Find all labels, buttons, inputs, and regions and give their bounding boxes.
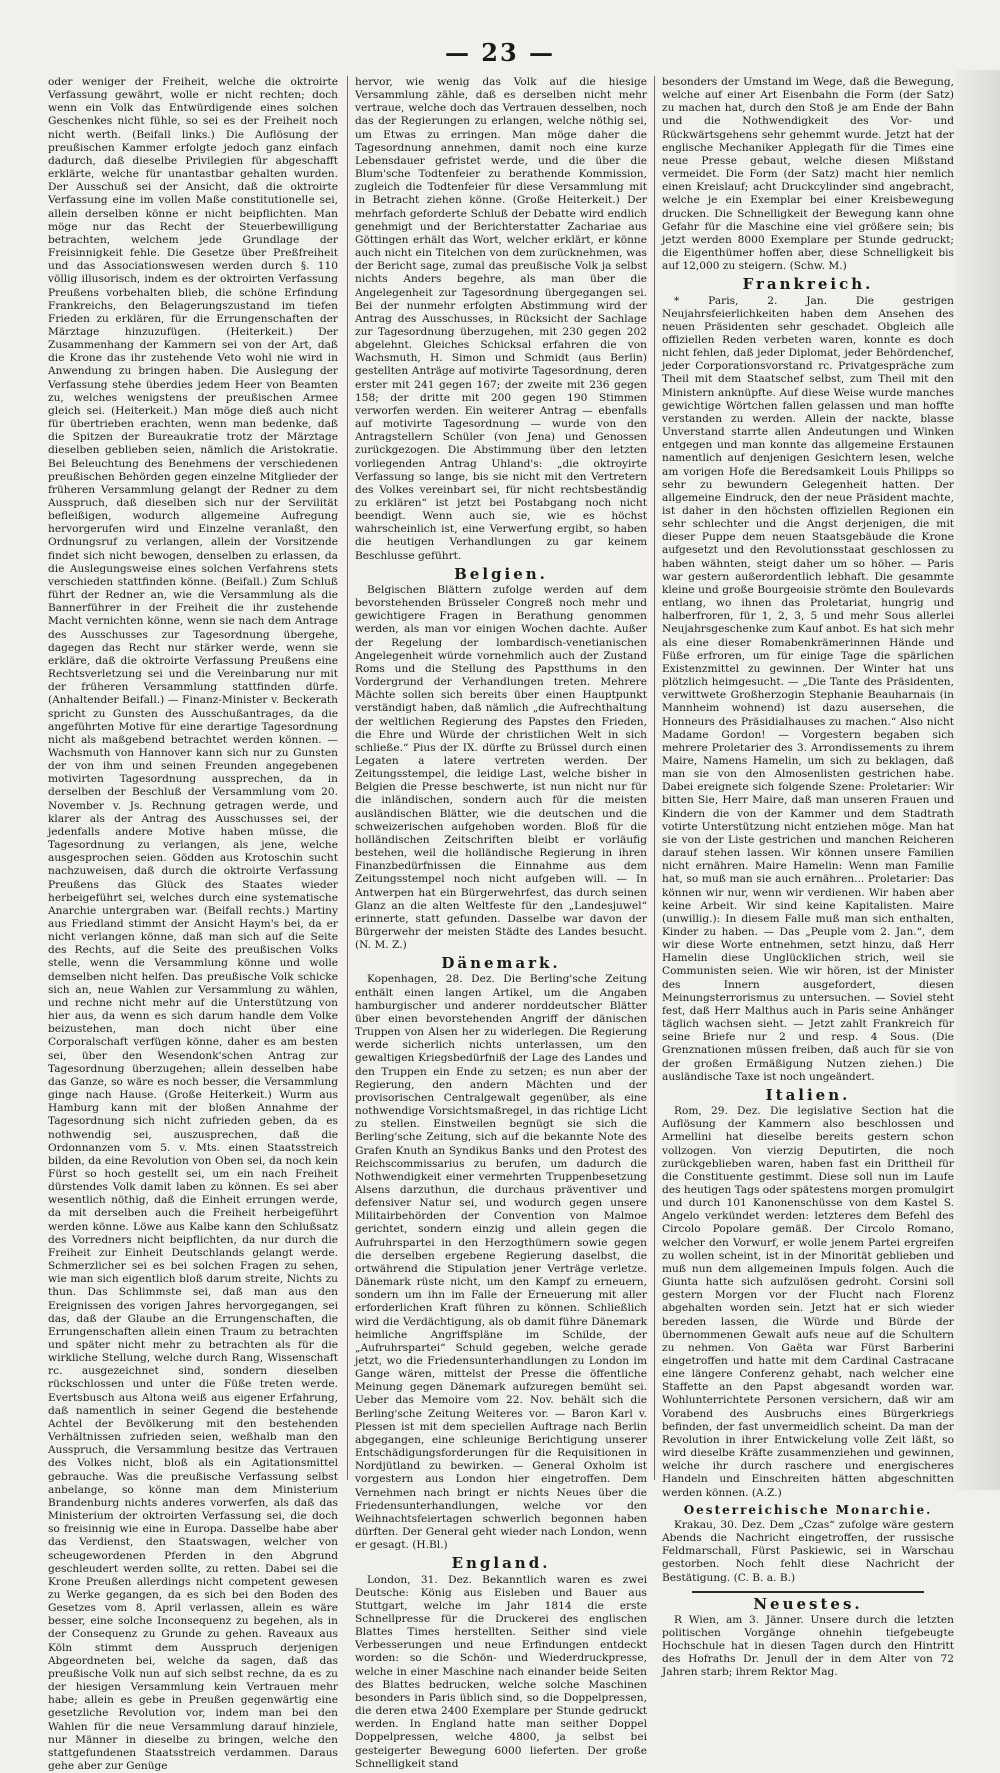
- column-right: [662, 76, 955, 1679]
- section-heading-england: England.: [451, 1554, 551, 1573]
- column-left: [48, 76, 338, 1772]
- article-london: London, 31. Dez. Bekanntlich waren es zwei Deutsche: König aus Eisleben und Bauer aus Stuttgart, welche im Jahr 1814 die erste Schnellpresse für die Druckerei des englischen Blattes Times herstellten. Seither sind viele Verbesserungen und neue Erfindungen entdeckt worden: so die Schön- und Wiederdruckpresse, welche in einer Maschine nach einander beide Seiten des Blattes bedrucken, welche solche Maschinen besonders in Paris üblich sind, so die Doppelpressen, die deren etwa 2400 Exemplare per Stunde gedruckt werden. In England hatte man seither Doppel Doppelpressen, welche 4800, ja selbst bei gesteigerter Bewegung 6000 lieferten. Der große Schnelligkeit stand: [355, 1573, 647, 1770]
- article-belgien: Belgischen Blättern zufolge werden auf dem bevorstehenden Brüsseler Congreß noch mehr und gewichtigere Fragen in Berathung genommen werden, als man vor einigen Wochen dachte. Außer der Regelung der lombardisch-venetianischen Angelegenheit würde vornehmlich auch der Zustand Roms und die Stellung des Papstthums in den Vordergrund der Verhandlungen treten. Mehrere Mächte sollen sich bereits über einen Hauptpunkt verständigt haben, daß nämlich „die Aufrechthaltung der weltlichen Regierung des Papstes den Frieden, die Ehre und Würde der christlichen Welt in sich schließe.“ Pius der IX. dürfte zu Brüssel durch einen Legaten a latere vertreten werden. Der Zeitungsstempel, die leidige Last, welche bisher in Belgien die Presse beschwerte, ist nun nicht nur für die inländischen, sondern auch für die meisten ausländischen Blätter, wie die deutschen und die schweizerischen aufgehoben worden. Bloß für die holländischen Zeitschriften bleibt er vorläufig bestehen, weil die holländische Regierung in ihren Finanzbedürfnissen die Einnahme aus dem Zeitungsstempel noch nicht aufgeben will. — In Antwerpen hat ein Bürgerwehrfest, das durch seinen Glanz an die alten Weltfeste für den „Landesjuwel“ erinnerte, statt gefunden. Dasselbe war davon der Bürgerwehr der meisten Städte des Landes besucht. (N. M. Z.): [355, 583, 647, 952]
- section-heading-daenemark: Dänemark.: [441, 954, 561, 973]
- section-heading-oesterreich: Oesterreichische Monarchie.: [683, 1502, 933, 1517]
- column-divider-left: [347, 76, 348, 1480]
- page-number: — 23 —: [444, 38, 556, 67]
- article-london-continued: besonders der Umstand im Wege, daß die Bewegung, welche auf einer Art Eisenbahn die Form (der Satz) zu machen hat, durch den Stoß je am Ende der Bahn und die Nothwendigkeit des Vor- und Rückwärtsgehens sehr gehemmt wurde. Jetzt hat der englische Mechaniker Applegath für die Times eine neue Presse gebaut, welche diesen Mißstand vermeidet. Die Form (der Satz) macht hier nemlich einen Kreislauf; acht Druckcylinder sind angebracht, welche je ein Exemplar bei einer Kreisbewegung drucken. Die Schnelligkeit der Bewegung kann ohne Gefahr für die Maschine eine viel größere sein; bis jetzt werden 8000 Exemplare per Stunde gedruckt; die Eigenthümer hoffen aber, diese Schnelligkeit bis auf 12,000 zu steigern. (Schw. M.): [662, 76, 954, 273]
- article-frankfurt-debate: oder weniger der Freiheit, welche die oktroirte Verfassung gewährt, wolle er nicht rechten; doch wenn ein Volk das Entwürdigende eines solchen Geschenkes nicht fühle, so sei es der Freiheit noch nicht werth. (Beifall links.) Die Auflösung der preußischen Kammer erfolgte jedoch ganz einfach dadurch, daß dieselbe Privilegien für abgeschafft erklärte, welche für unantastbar gehalten wurden. Der Ausschuß sei der Ansicht, daß die oktroirte Verfassung eine im vollen Maße constitutionelle sei, allein derselben könne er nicht beipflichten. Man möge nur das Recht der Steuerbewilligung betrachten, welchem jede Grundlage der Freisinnigkeit fehle. Die Gesetze über Preßfreiheit und das Associationswesen werden durch §. 110 völlig illusorisch, indem es der oktroirten Verfassung Preußens vorbehalten blieb, die schöne Erfindung Frankreichs, den Belagerungszustand im tiefen Frieden zu erklären, für die Errungenschaften der Märztage hinzuzufügen. (Heiterkeit.) Der Zusammenhang der Kammern sei von der Art, daß die Krone das ihr zustehende Veto wohl nie wird in Anwendung zu bringen haben. Die Auslegung der Verfassung stehe überdies jedem Heer von Beamten zu, welches wenigstens der preußischen Armee gleich sei. (Heiterkeit.) Man möge dieß auch nicht für übertrieben erachten, wenn man bedenke, daß die Spitzen der Bureaukratie trotz der Märztage dieselben geblieben seien, nämlich die Aristokratie. Bei Beleuchtung des Benehmens der verschiedenen preußischen Behörden gegen einzelne Mitglieder der früheren Versammlung gelangt der Redner zu dem Ausspruch, daß dieselben sich nur der Servilität befleißigen, wodurch allgemeine Aufregung hervorgerufen wird und Einzelne veranlaßt, den Ordnungsruf zu verlangen, allein der Vorsitzende findet sich nicht bewogen, denselben zu erlassen, da die Auslegungsweise eines solchen Verfahrens stets verschieden stattfinden könne. (Beifall.) Zum Schluß führt der Redner an, wie die Versammlung als die Bannerführer in der Freiheit die ihr zustehende Macht vernichten könne, wenn sie nach dem Antrage des Ausschusses zur Tagesordnung übergehe, dagegen das Recht nur stärker werde, wenn sie erkläre, daß die oktroirte Verfassung Preußens eine Rechtsverletzung sei und die Vereinbarung nur mit der früheren Versammlung stattfinden dürfe. (Anhaltender Beifall.) — Finanz-Minister v. Beckerath spricht zu Gunsten des Ausschußantrages, da die angeführten Motive für eine derartige Tagesordnung nicht als maßgebend betrachtet werden können. — Wachsmuth von Hannover kann sich nur zu Gunsten der von ihm und seinen Freunden angegebenen motivirten Tagesordnung aussprechen, da in derselben der Beschluß der Versammlung vom 20. November v. Js. Rechnung getragen werde, und klarer als der Antrag des Ausschusses sei, der jedenfalls andere Motive haben müsse, die Tagesordnung zu verlangen, als jene, welche ausgesprochen seien. Gödden aus Krotoschin sucht nachzuweisen, daß durch die oktroirte Verfassung Preußens das Glück des Staates wieder herbeigeführt sei, welches durch eine systematische Anarchie untergraben war. (Beifall rechts.) Martiny aus Friedland stimmt der Ansicht Haym's bei, da er nicht verlangen könne, daß man sich auf die Seite des Rechts, auf die Seite des preußischen Volks stelle, wenn die Versammlung könne und wolle demselben nicht helfen. Das preußische Volk schicke sich an, neue Wahlen zur Versammlung zu wählen, und rechne nicht mehr auf die Unterstützung von hier aus, da wenn es sich darum handle dem Volke beizustehen, man doch nicht über eine Corporalschaft verfügen könne, daher es am besten sei, über den Wesendonk'schen Antrag zur Tagesordnung überzugehen; allein desselben habe das Ganze, so wäre es noch besser, die Versammlung ginge nach Hause. (Große Heiterkeit.) Wurm aus Hamburg kann mit der bloßen Annahme der Tagesordnung sich nicht zufrieden geben, da es nothwendig sei, auszusprechen, daß die Ordonnanzen vom 5. v. Mts. einen Staatsstreich bilden, da eine Revolution von Oben sei, da noch kein Fürst so hoch gestellt sei, um ein nach Freiheit dürstendes Volk damit laben zu können. Es sei aber wesentlich nöthig, daß die Einheit errungen werde, da mit derselben auch die Freiheit herbeigeführt werden könne. Löwe aus Kalbe kann den Schlußsatz des Vorredners nicht beipflichten, da nur durch die Freiheit zur Einheit Deutschlands gelangt werde. Schmerzlicher sei es bei solchen Fragen zu sehen, wie man sich eigentlich bloß darum streite, Nichts zu thun. Das Schlimmste sei, daß man aus den Ereignissen des vorigen Jahres hervorgegangen, sei das, daß der Glaube an die Errungenschaften, die Errungenschaften allein einen Traum zu betrachten und später nicht mehr zu betrachten als für die wirkliche Stellung, welche durch Rang, Wissenschaft rc. ausgezeichnet sind, sondern dieselben rückschlossen und unter die Füße treten werde. Evertsbusch aus Altona weiß aus eigener Erfahrung, daß namentlich in seiner Gegend die bestehende Achtel der Bevölkerung mit den bestehenden Verhältnissen zufrieden seien, weßhalb man den Ausspruch, die Versammlung besitze das Vertrauen des Volkes nicht, bloß als ein Agitationsmittel gebrauche. Was die preußische Verfassung selbst anbelange, so könne man dem Ministerium Brandenburg nichts anderes vorwerfen, als daß das Ministerium der oktroirten Verfassung sei, die doch so freisinnig wie eine in Europa. Dasselbe habe aber das Verdienst, den Staatswagen, welcher von scheugewordenen Pferden in den Abgrund geschleudert werden sollte, zu retten. Dabei sei die Krone Preußen allerdings nicht competent gewesen zu Werke gegangen, da es sich bei den Boden des Gesetzes vom 8. April verlassen, allein es wäre besser, eine solche Inconsequenz zu begehen, als in der Consequenz zu Grunde zu gehen. Raveaux aus Köln stimmt dem Ausspruch derjenigen Abgeordneten bei, welche da sagen, daß das preußische Volk nun auf sich selbst rechne, da es zu der hiesigen Versammlung kein Vertrauen mehr habe; allein es gebe in Preußen gegenwärtig eine gesetzliche Revolution vor, indem man bei den Wahlen für die neue Versammlung darauf hinziele, nur Männer in dieselbe zu bringen, welche den stattgefundenen Staatsstreich verdammen. Daraus gehe aber zur Genüge: [48, 76, 338, 1772]
- article-paris: * Paris, 2. Jan. Die gestrigen Neujahrsfeierlichkeiten haben dem Ansehen des neuen Präsidenten sehr geschadet. Obgleich alle offiziellen Reden verbeten waren, konnte es doch nicht fehlen, daß jeder Diplomat, jeder Behördenchef, jeder Corporationsvorstand rc. Privatgespräche zum Theil mit dem Staatschef selbst, zum Theil mit den Ministern anknüpfte. Auf diese Weise wurde manches gewichtige Wörtchen fallen gelassen und man hoffte verstanden zu werden. Allein der nackte, blasse Unverstand starrte allen Andeutungen und Winken entgegen und man konnte das allgemeine Erstaunen namentlich auf denjenigen Gesichtern lesen, welche am vorigen Hofe die Beredsamkeit Louis Philipps so sehr zu bewundern Gelegenheit hatten. Der allgemeine Eindruck, den der neue Präsident machte, ist daher in den höchsten offiziellen Regionen ein sehr schlechter und die Angst derjenigen, die mit dieser Puppe dem neuen Staatsgebäude die Krone aufgesetzt und den Revolutionsstaat geschlossen zu haben wähnten, steigt daher um so höher. — Paris war gestern außerordentlich lebhaft. Die gesammte kleine und große Bourgeoisie strömte den Boulevards entlang, wo ihnen das Proletariat, hungrig und halberfroren, für 1, 2, 3, 5 und mehr Sous allerlei Neujahrsgeschenke zum Kauf anbot. Es hat sich mehr als eine dieser Romabenkrämerinnen Hände und Füße erfroren, um für einige Tage die spärlichen Existenzmittel zu gewinnen. Der Winter hat uns plötzlich heimgesucht. — „Die Tante des Präsidenten, verwittwete Großherzogin Stephanie Beauharnais (in Mannheim wohnend) ist dazu ausersehen, die Honneurs des Präsidialhauses zu machen.“ Also nicht Madame Gordon! — Vorgestern begaben sich mehrere Proletarier des 3. Arrondissements zu ihrem Maire, Namens Hamelin, um sich zu beklagen, daß man sie von den Almosenlisten gestrichen habe. Dabei ereignete sich folgende Szene: Proletarier: Wir bitten Sie, Herr Maire, daß man unseren Frauen und Kindern die von der Kammer und dem Stadtrath votirte Unterstützung nicht entziehen möge. Man hat sie von der Liste gestrichen und manchen Reicheren darauf stehen lassen. Wir können unsere Familien nicht ernähren. Maire Hamelin: Wenn man Familie hat, so muß man sie auch ernähren... Proletarier: Das können wir nur, wenn wir verdienen. Wir haben aber keine Arbeit. Wir sind keine Kapitalisten. Maire (unwillig.): In diesem Falle muß man sich enthalten, Kinder zu haben. — Das „Peuple vom 2. Jan.“, dem wir diese Worte entnehmen, setzt hinzu, daß Herr Hamelin diese Unglücklichen strich, weil sie Communisten seien. Wie wir hören, ist der Minister des Innern ausgefordert, diesen Meinungsterrorismus zu untersuchen. — Soviel steht fest, daß Herr Malthus auch in Paris seine Anhänger täglich wachsen sieht. — Jetzt zahlt Frankreich für seine Briefe nur 2 und resp. 4 Sous. (Die Grenznationen müssen freiben, daß auch für sie von der großen Ermäßigung Nutzen ziehen.) Die ausländische Taxe ist noch ungeändert.: [662, 294, 954, 1083]
- section-heading-italien: Italien.: [765, 1085, 851, 1104]
- article-frankfurt-debate-continued: hervor, wie wenig das Volk auf die hiesige Versammlung zähle, daß es derselben nicht mehr vertraue, welche doch das Vertrauen desselben, noch das der Regierungen zu erlangen, welche nöthig sei, um Etwas zu erringen. Man möge daher die Tagesordnung annehmen, damit noch eine kurze Lebensdauer gefristet werde, und die über die Blum'sche Todtenfeier zu berathende Kommission, zugleich die Todtenfeier für diese Versammlung mit in Betracht ziehen könne. (Große Heiterkeit.) Der mehrfach geforderte Schluß der Debatte wird endlich genehmigt und der Berichterstatter Zachariae aus Göttingen erhält das Wort, welcher erklärt, er könne auch nicht ein Titelchen von dem zurücknehmen, was der Bericht sage, zumal das preußische Volk ja selbst nichts Anders begehre, als man über die Angelegenheit zur Tagesordnung übergegangen sei. Bei der nunmehr erfolgten Abstimmung wird der Antrag des Ausschusses, in Rücksicht der Sachlage zur Tagesordnung überzugehen, mit 230 gegen 202 abgelehnt. Gleiches Schicksal erfahren die von Wachsmuth, H. Simon und Schmidt (aus Berlin) gestellten Anträge auf motivirte Tagesordnung, deren erster mit 241 gegen 167; der zweite mit 236 gegen 158; der dritte mit 200 gegen 190 Stimmen verworfen werden. Ein weiterer Antrag — ebenfalls auf motivirte Tagesordnung — wurde von den Antragstellern Schüler (von Jena) und Genossen zurückgezogen. Die Abstimmung über den letzten vorliegenden Antrag Uhland's: „die oktroyirte Verfassung so lange, bis sie nicht mit den Vertretern des Volkes vereinbart sei, für nicht rechtsbeständig zu erklären“ ist jetzt bei Postabgang noch nicht beendigt. Wenn auch sie, wie es höchst wahrscheinlich ist, eine Verwerfung ergibt, so haben die heutigen Verhandlungen zu gar keinem Beschlusse geführt.: [355, 76, 647, 562]
- section-heading-belgien: Belgien.: [454, 564, 548, 583]
- article-kopenhagen: Kopenhagen, 28. Dez. Die Berling'sche Zeitung enthält einen langen Artikel, um die Angaben hamburgischer und anderer norddeutscher Blätter über einen bevorstehenden Angriff der dänischen Truppen von Alsen her zu widerlegen. Die Regierung werde sicherlich nichts unterlassen, um den gewaltigen Kriegsbedürfniß der Lage des Landes und den Truppen ein Ende zu setzen; es nun aber der Regierung, den andern Mächten und der provisorischen Centralgewalt gegenüber, als eine nothwendige Vorsichtsmaßregel, in das richtige Licht zu stellen. Einstweilen begnügt sie sich die Berling'sche Zeitung, sich auf die bekannte Note des Grafen Knuth an Syndikus Banks und den Protest des Reichscommissarius zu berufen, um dadurch die Nothwendigkeit einer vermehrten Truppenbesetzung Alsens darzuthun, die durchaus präventiver und defensiver Natur sei, und wodurch gegen unsere Militairbehörden der Convention von Malmoe gerichtet, sondern einzig und allein gegen die Aufruhrspartei in den Herzogthümern sowie gegen die derselben ergebene Regierung daselbst, die ortwährend die Stipulation jener Verträge verletze. Dänemark rüste nicht, um den Kampf zu erneuern, sondern um ihn im Falle der Erneuerung mit aller erforderlichen Kraft führen zu können. Schließlich wird die Verdächtigung, als ob damit führe Dänemark heimliche Angriffspläne im Schilde, der „Aufruhrspartei“ Schuld gegeben, welche gerade jetzt, wo die Friedensunterhandlungen zu London im Gange wären, mittelst der Presse die öffentliche Meinung gegen Dänemark aufzuregen bemüht sei. Ueber das Memoire vom 22. Nov. behält sich die Berling'sche Zeitung Weiteres vor. — Baron Karl v. Plessen ist mit dem speciellen Auftrage nach Berlin abgegangen, eine schleunige Berichtigung unserer Entschädigungsforderungen für die Requisitionen in Nordjütland zu bewirken. — General Oxholm ist vorgestern aus London hier eingetroffen. Dem Vernehmen nach bringt er nichts Neues über die Friedensunterhandlungen, welche vor den Weihnachtsfeiertagen schwerlich begonnen haben dürften. Der General geht wieder nach London, wenn er gesagt. (H.Bl.): [355, 973, 647, 1552]
- section-end-rule: [692, 1591, 924, 1593]
- article-krakau: Krakau, 30. Dez. Dem „Czas“ zufolge wäre gestern Abends die Nachricht eingetroffen, der russische Feldmarschall, Fürst Paskiewic, sei in Warschau gestorben. Noch fehlt diese Nachricht der Bestätigung. (C. B. a. B.): [662, 1518, 954, 1584]
- column-divider-right: [654, 76, 655, 1480]
- column-middle: [355, 76, 647, 1770]
- article-wien: R Wien, am 3. Jänner. Unsere durch die letzten politischen Vorgänge ohnehin tiefgebeugte Hochschule hat in diesen Tagen durch den Hintritt des Hofraths Dr. Jenull der in dem Alter von 72 Jahren starb; ihrem Rektor Mag.: [662, 1613, 954, 1679]
- section-heading-neuestes: Neuestes.: [753, 1594, 863, 1613]
- page-edge-shadow: [956, 70, 1000, 1490]
- article-rom: Rom, 29. Dez. Die legislative Section hat die Auflösung der Kammern also beschlossen und Armellini hat dieselbe bereits gestern schon vollzogen. Von vierzig Deputirten, die noch zurückgeblieben waren, haben fast ein Drittheil für die Constituente gestimmt. Diese soll nun im Laufe des heutigen Tags oder spätestens morgen promulgirt und durch 101 Kanonenschüsse von dem Kastel S. Angelo verkündet werden: letzteres dem Befehl des Circolo Popolare gemäß. Der Circolo Romano, welcher den Vorwurf, er wolle jenem Partei ergreifen zu wollen scheint, ist in der Minorität geblieben und muß nun dem allgemeinen Impuls folgen. Auch die Giunta hatte sich aufzulösen gedroht. Corsini soll gestern Morgen vor der Flucht nach Florenz abgehalten worden sein. Jetzt hat er sich wieder bereden lassen, die Würde und Bürde der übernommenen Gewalt aufs neue auf die Schultern zu nehmen. Von Gaëta war Fürst Barberini eingetroffen und hatte mit dem Cardinal Castracane eine längere Conferenz gehabt, nach welcher eine Staffette an den Papst abgesandt worden war. Wohlunterrichtete Personen versichern, daß wir am Vorabend des Ausbruchs eines Bürgerkriegs befinden, der fast unvermeidlich scheint. Da man der Revolution in ihrer Entwickelung volle Zeit läßt, so wird dieselbe Kräfte zusammenziehen und gewinnen, welche ihr durch raschere und energischeres Handeln und Einschreiten hätten abgeschnitten werden können. (A.Z.): [662, 1105, 955, 1499]
- section-heading-frankreich: Frankreich.: [742, 275, 874, 294]
